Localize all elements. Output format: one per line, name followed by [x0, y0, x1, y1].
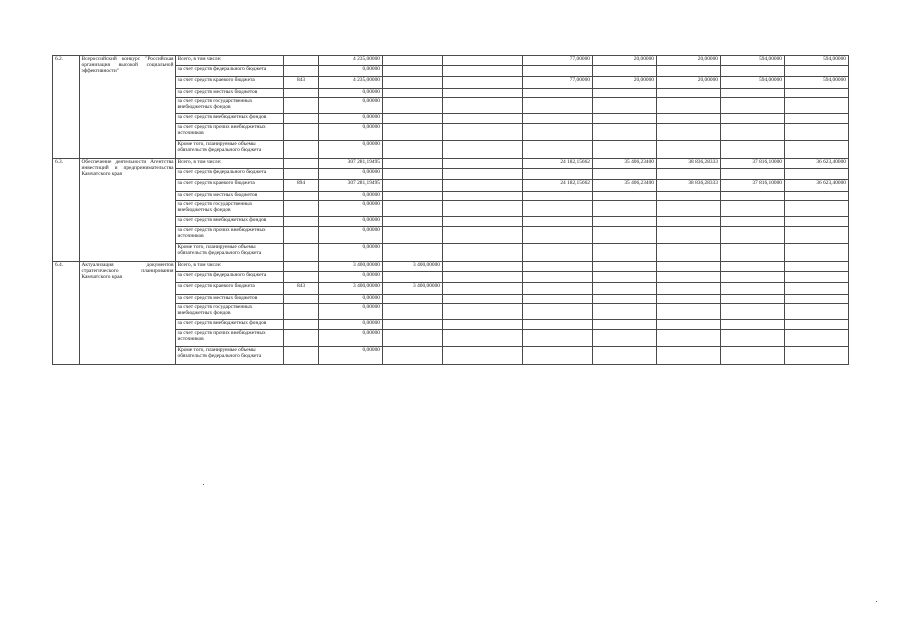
year-value-v7: 36 623,40000	[785, 159, 849, 169]
year-value-v2	[443, 330, 523, 347]
funding-source-label: за счет средств внебюджетных фондов	[176, 320, 284, 330]
total-value: 3 400,00000	[319, 283, 383, 295]
funding-source-label: Всего, в том числе:	[176, 159, 284, 169]
year-value-v4	[593, 295, 657, 304]
year-value-v4	[593, 169, 657, 180]
year-value-v3	[523, 295, 593, 304]
year-value-v3: 77,00000	[523, 77, 593, 89]
year-value-v7	[785, 295, 849, 304]
year-value-v3	[523, 98, 593, 114]
budget-code	[284, 114, 319, 124]
budget-code	[284, 169, 319, 180]
year-value-v3	[523, 141, 593, 159]
year-value-v1	[383, 217, 443, 227]
year-value-v7	[785, 89, 849, 98]
year-value-v4	[593, 201, 657, 217]
scan-speck	[876, 601, 877, 602]
year-value-v4	[593, 192, 657, 201]
year-value-v7	[785, 192, 849, 201]
year-value-v1: 3 400,00000	[383, 262, 443, 272]
funding-source-label: за счет средств местных бюджетов	[176, 295, 284, 304]
budget-code	[284, 98, 319, 114]
funding-source-label: Кроме того, планируемые объемы обязательств федерального бюджета	[176, 244, 284, 262]
year-value-v7	[785, 169, 849, 180]
year-value-v4	[593, 124, 657, 141]
funding-source-label: за счет средств государственных внебюджетных фондов	[176, 201, 284, 217]
year-value-v5	[657, 98, 721, 114]
year-value-v3	[523, 262, 593, 272]
budget-code	[284, 295, 319, 304]
year-value-v2	[443, 98, 523, 114]
year-value-v1	[383, 227, 443, 244]
year-value-v5	[657, 244, 721, 262]
year-value-v3	[523, 89, 593, 98]
year-value-v4	[593, 272, 657, 283]
year-value-v1	[383, 244, 443, 262]
year-value-v1	[383, 124, 443, 141]
funding-source-label: за счет средств внебюджетных фондов	[176, 217, 284, 227]
year-value-v1	[383, 77, 443, 89]
year-value-v5	[657, 66, 721, 77]
budget-code	[284, 227, 319, 244]
year-value-v2	[443, 304, 523, 320]
funding-source-label: за счет средств краевого бюджета	[176, 180, 284, 192]
year-value-v3	[523, 330, 593, 347]
budget-code	[284, 347, 319, 365]
year-value-v1: 3 400,00000	[383, 283, 443, 295]
budget-code: 843	[284, 283, 319, 295]
year-value-v3: 77,00000	[523, 56, 593, 66]
year-value-v2	[443, 201, 523, 217]
year-value-v5	[657, 272, 721, 283]
year-value-v2	[443, 124, 523, 141]
year-value-v3	[523, 192, 593, 201]
total-value: 0,00000	[319, 347, 383, 365]
year-value-v6	[721, 304, 785, 320]
year-value-v4	[593, 89, 657, 98]
year-value-v2	[443, 180, 523, 192]
total-value: 0,00000	[319, 244, 383, 262]
year-value-v3	[523, 304, 593, 320]
year-value-v2	[443, 56, 523, 66]
funding-source-label: за счет средств государственных внебюджетных фондов	[176, 98, 284, 114]
funding-source-label: Всего, в том числе:	[176, 56, 284, 66]
year-value-v3	[523, 272, 593, 283]
year-value-v4	[593, 244, 657, 262]
year-value-v4	[593, 66, 657, 77]
budget-code: 843	[284, 77, 319, 89]
year-value-v4	[593, 304, 657, 320]
year-value-v1	[383, 56, 443, 66]
funding-source-label: за счет средств местных бюджетов	[176, 89, 284, 98]
year-value-v7: 594,00000	[785, 77, 849, 89]
total-value: 0,00000	[319, 272, 383, 283]
year-value-v3	[523, 66, 593, 77]
year-value-v6	[721, 244, 785, 262]
year-value-v7	[785, 114, 849, 124]
year-value-v7	[785, 98, 849, 114]
total-value: 0,00000	[319, 124, 383, 141]
year-value-v6: 37 816,10000	[721, 180, 785, 192]
document-page	[52, 55, 849, 365]
year-value-v6	[721, 283, 785, 295]
year-value-v6	[721, 169, 785, 180]
year-value-v1	[383, 180, 443, 192]
year-value-v3: 24 182,15662	[523, 159, 593, 169]
budget-code	[284, 201, 319, 217]
section-number: 6.2.	[53, 56, 80, 159]
year-value-v7	[785, 304, 849, 320]
year-value-v1	[383, 169, 443, 180]
year-value-v5: 38 836,28333	[657, 180, 721, 192]
year-value-v2	[443, 141, 523, 159]
year-value-v7	[785, 330, 849, 347]
year-value-v4	[593, 217, 657, 227]
year-value-v5	[657, 227, 721, 244]
section-title: Всероссийский конкурс "Российская организация высокой социальной эффективности"	[80, 56, 176, 159]
year-value-v2	[443, 262, 523, 272]
year-value-v5	[657, 124, 721, 141]
year-value-v6	[721, 262, 785, 272]
year-value-v1	[383, 159, 443, 169]
funding-source-label: Всего, в том числе:	[176, 262, 284, 272]
year-value-v7	[785, 66, 849, 77]
year-value-v6	[721, 192, 785, 201]
year-value-v1	[383, 66, 443, 77]
year-value-v6	[721, 98, 785, 114]
year-value-v4	[593, 283, 657, 295]
year-value-v4	[593, 98, 657, 114]
year-value-v6	[721, 217, 785, 227]
total-value: 0,00000	[319, 169, 383, 180]
funding-source-label: за счет средств краевого бюджета	[176, 77, 284, 89]
year-value-v3	[523, 320, 593, 330]
year-value-v7	[785, 141, 849, 159]
year-value-v5	[657, 262, 721, 272]
year-value-v2	[443, 244, 523, 262]
year-value-v6	[721, 66, 785, 77]
budget-code	[284, 262, 319, 272]
total-value: 307 281,19495	[319, 159, 383, 169]
year-value-v3	[523, 124, 593, 141]
section-title: Актуализация документов стратегического планирования Камчатского края	[80, 262, 176, 365]
year-value-v1	[383, 98, 443, 114]
total-value: 0,00000	[319, 89, 383, 98]
year-value-v2	[443, 66, 523, 77]
year-value-v1	[383, 304, 443, 320]
year-value-v4	[593, 330, 657, 347]
year-value-v5	[657, 283, 721, 295]
table-row	[53, 159, 849, 169]
year-value-v5	[657, 330, 721, 347]
year-value-v1	[383, 192, 443, 201]
year-value-v2	[443, 114, 523, 124]
year-value-v2	[443, 89, 523, 98]
year-value-v6	[721, 295, 785, 304]
year-value-v3	[523, 244, 593, 262]
year-value-v6	[721, 347, 785, 365]
total-value: 0,00000	[319, 217, 383, 227]
year-value-v2	[443, 77, 523, 89]
year-value-v1	[383, 272, 443, 283]
year-value-v5	[657, 295, 721, 304]
year-value-v3: 24 182,15662	[523, 180, 593, 192]
year-value-v3	[523, 283, 593, 295]
section-title: Обеспечение деятельности Агентства инвестиций и предпринимательства Камчатского края	[80, 159, 176, 262]
year-value-v5: 38 836,28333	[657, 159, 721, 169]
year-value-v1	[383, 295, 443, 304]
year-value-v1	[383, 114, 443, 124]
year-value-v1	[383, 330, 443, 347]
total-value: 0,00000	[319, 192, 383, 201]
year-value-v2	[443, 272, 523, 283]
year-value-v2	[443, 347, 523, 365]
total-value: 0,00000	[319, 98, 383, 114]
year-value-v5: 20,00000	[657, 77, 721, 89]
total-value: 0,00000	[319, 201, 383, 217]
budget-code	[284, 141, 319, 159]
year-value-v1	[383, 347, 443, 365]
year-value-v7	[785, 124, 849, 141]
year-value-v1	[383, 141, 443, 159]
year-value-v1	[383, 89, 443, 98]
year-value-v5	[657, 320, 721, 330]
total-value: 0,00000	[319, 330, 383, 347]
funding-source-label: Кроме того, планируемые объемы обязательств федерального бюджета	[176, 347, 284, 365]
year-value-v7: 36 623,40000	[785, 180, 849, 192]
year-value-v7	[785, 244, 849, 262]
budget-code	[284, 304, 319, 320]
year-value-v3	[523, 217, 593, 227]
funding-source-label: Кроме того, планируемые объемы обязательств федерального бюджета	[176, 141, 284, 159]
year-value-v4	[593, 114, 657, 124]
year-value-v4	[593, 141, 657, 159]
year-value-v6: 594,00000	[721, 56, 785, 66]
total-value: 0,00000	[319, 304, 383, 320]
year-value-v4	[593, 227, 657, 244]
budget-table	[52, 55, 849, 365]
total-value: 3 400,00000	[319, 262, 383, 272]
year-value-v5	[657, 141, 721, 159]
year-value-v2	[443, 283, 523, 295]
budget-code	[284, 217, 319, 227]
year-value-v2	[443, 217, 523, 227]
year-value-v6	[721, 124, 785, 141]
budget-code	[284, 272, 319, 283]
section-number: 6.4.	[53, 262, 80, 365]
year-value-v5	[657, 192, 721, 201]
budget-code	[284, 66, 319, 77]
total-value: 307 281,19495	[319, 180, 383, 192]
year-value-v4: 20,00000	[593, 56, 657, 66]
funding-source-label: за счет средств федерального бюджета	[176, 169, 284, 180]
year-value-v5: 20,00000	[657, 56, 721, 66]
total-value: 0,00000	[319, 66, 383, 77]
year-value-v4	[593, 320, 657, 330]
year-value-v6: 594,00000	[721, 77, 785, 89]
section-number: 6.3.	[53, 159, 80, 262]
year-value-v5	[657, 169, 721, 180]
year-value-v2	[443, 227, 523, 244]
funding-source-label: за счет средств прочих внебюджетных источников	[176, 124, 284, 141]
year-value-v5	[657, 89, 721, 98]
year-value-v7	[785, 320, 849, 330]
year-value-v4: 35 406,23400	[593, 159, 657, 169]
year-value-v3	[523, 169, 593, 180]
funding-source-label: за счет средств федерального бюджета	[176, 272, 284, 283]
year-value-v6	[721, 114, 785, 124]
year-value-v2	[443, 295, 523, 304]
year-value-v4	[593, 262, 657, 272]
total-value: 0,00000	[319, 295, 383, 304]
total-value: 0,00000	[319, 320, 383, 330]
year-value-v3	[523, 347, 593, 365]
year-value-v7	[785, 201, 849, 217]
year-value-v6	[721, 89, 785, 98]
total-value: 0,00000	[319, 141, 383, 159]
budget-code	[284, 320, 319, 330]
year-value-v6	[721, 141, 785, 159]
budget-code	[284, 330, 319, 347]
year-value-v6	[721, 201, 785, 217]
year-value-v2	[443, 159, 523, 169]
year-value-v6	[721, 330, 785, 347]
year-value-v1	[383, 201, 443, 217]
year-value-v7	[785, 347, 849, 365]
year-value-v3	[523, 114, 593, 124]
year-value-v3	[523, 201, 593, 217]
year-value-v7	[785, 272, 849, 283]
budget-code	[284, 56, 319, 66]
year-value-v7	[785, 227, 849, 244]
year-value-v6	[721, 320, 785, 330]
year-value-v3	[523, 227, 593, 244]
total-value: 0,00000	[319, 227, 383, 244]
funding-source-label: за счет средств внебюджетных фондов	[176, 114, 284, 124]
year-value-v7	[785, 283, 849, 295]
budget-code	[284, 244, 319, 262]
funding-source-label: за счет средств местных бюджетов	[176, 192, 284, 201]
year-value-v6	[721, 227, 785, 244]
scan-speck	[203, 484, 204, 485]
year-value-v2	[443, 320, 523, 330]
budget-code	[284, 89, 319, 98]
total-value: 0,00000	[319, 114, 383, 124]
year-value-v4	[593, 347, 657, 365]
budget-code: 894	[284, 180, 319, 192]
budget-code	[284, 192, 319, 201]
year-value-v7: 594,00000	[785, 56, 849, 66]
year-value-v2	[443, 192, 523, 201]
year-value-v1	[383, 320, 443, 330]
year-value-v5	[657, 347, 721, 365]
year-value-v5	[657, 304, 721, 320]
year-value-v7	[785, 217, 849, 227]
year-value-v7	[785, 262, 849, 272]
year-value-v2	[443, 169, 523, 180]
year-value-v4: 20,00000	[593, 77, 657, 89]
funding-source-label: за счет средств прочих внебюджетных источников	[176, 227, 284, 244]
year-value-v6	[721, 272, 785, 283]
funding-source-label: за счет средств краевого бюджета	[176, 283, 284, 295]
budget-code	[284, 124, 319, 141]
year-value-v4: 35 406,23400	[593, 180, 657, 192]
year-value-v5	[657, 114, 721, 124]
table-row	[53, 56, 849, 66]
total-value: 4 235,00000	[319, 56, 383, 66]
table-row	[53, 262, 849, 272]
year-value-v5	[657, 217, 721, 227]
funding-source-label: за счет средств прочих внебюджетных источников	[176, 330, 284, 347]
total-value: 4 235,00000	[319, 77, 383, 89]
budget-code	[284, 159, 319, 169]
funding-source-label: за счет средств федерального бюджета	[176, 66, 284, 77]
year-value-v5	[657, 201, 721, 217]
year-value-v6: 37 816,10000	[721, 159, 785, 169]
funding-source-label: за счет средств государственных внебюджетных фондов	[176, 304, 284, 320]
